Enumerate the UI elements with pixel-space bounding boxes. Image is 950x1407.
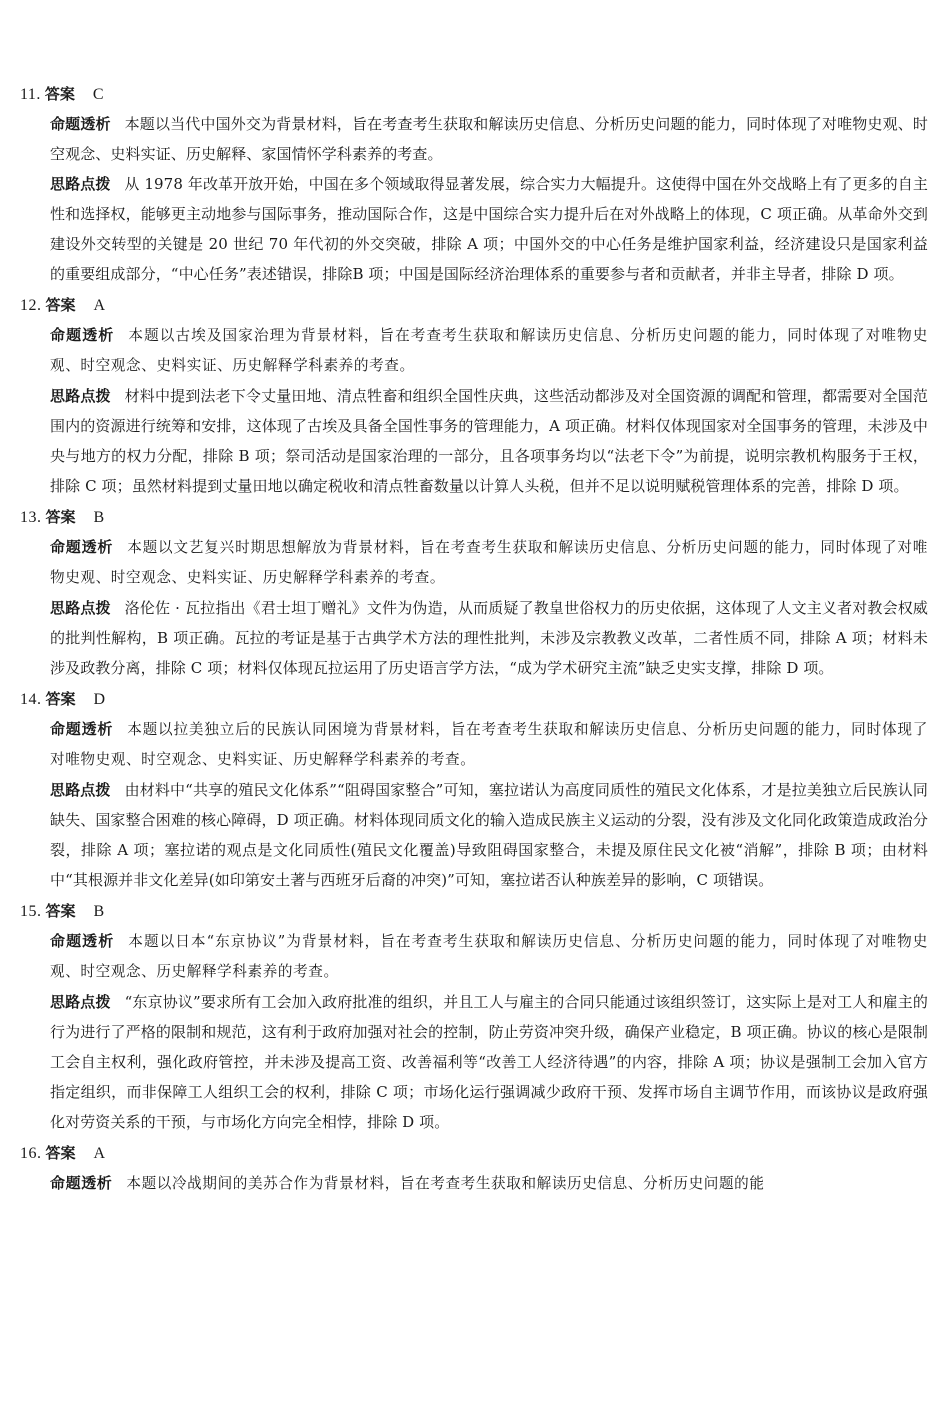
answer-label: 答案: [45, 902, 76, 920]
intent-paragraph: [50, 1168, 928, 1199]
answer-label: 答案: [45, 1144, 76, 1162]
analysis-text: 材料中提到法老下令丈量田地、清点牲畜和组织全国性庆典，这些活动都涉及对全国资源的调配和管理，都需要对全国范围内的资源进行统筹和安排，这体现了古埃及具备全国性事务的管理能力，A 项正确。材料仅体现国家对全国事务的管理，未涉及中央与地方的权力分配，排除 B 项；祭司活动是国家治理的一部分，且各项事务均以“法老下令”为前提，说明宗教机构服务于王权，排除 C 项；虽然材料提到丈量田地以确定税收和清点牲畜数量以计算人头税，但并不足以说明赋税管理体系的完善，排除 D 项。: [50, 387, 928, 495]
intent-text: 本题以文艺复兴时期思想解放为背景材料，旨在考查考生获取和解读历史信息、分析历史问题的能力，同时体现了对唯物史观、时空观念、史料实证、历史解释学科素养的考查。: [50, 539, 928, 586]
answer-label: 答案: [45, 690, 76, 708]
intent-label: 命题透析: [50, 538, 114, 556]
analysis-paragraph: [50, 987, 928, 1137]
question-16: [20, 1138, 928, 1199]
analysis-label: 思路点拨: [50, 175, 111, 193]
answer-value: C: [92, 86, 104, 103]
analysis-label: 思路点拨: [50, 599, 111, 617]
question-number: 11.: [20, 86, 41, 103]
answer-value: D: [93, 691, 106, 708]
intent-label: 命题透析: [50, 932, 115, 950]
analysis-text: 由材料中“共享的殖民文化体系”“阻碍国家整合”可知，塞拉诺认为高度同质性的殖民文化体系，才是拉美独立后民族认同缺失、国家整合困难的核心障碍，D 项正确。材料体现同质文化的输入造成民族主义运动的分裂，没有涉及文化同化政策造成政治分裂，排除 A 项；塞拉诺的观点是文化同质性(殖民文化覆盖)导致阻碍国家整合，未提及原住民文化被“消解”，排除 B 项；由材料中“其根源并非文化差异(如印第安土著与西班牙后裔的冲突)”可知，塞拉诺否认种族差异的影响，C 项错误。: [50, 781, 928, 889]
answer-row: [20, 502, 928, 532]
analysis-text: 从 1978 年改革开放开始，中国在多个领域取得显著发展，综合实力大幅提升。这使得中国在外交战略上有了更多的自主性和选择权，能够更主动地参与国际事务，推动国际合作，这是中国综合实力提升后在对外战略上的体现，C 项正确。从革命外交到建设外交转型的关键是 20 世纪 70 年代初的外交突破，排除 A 项；中国外交的中心任务是维护国家利益，经济建设只是国家利益的重要组成部分，“中心任务”表述错误，排除B 项；中国是国际经济治理体系的重要参与者和贡献者，并非主导者，排除 D 项。: [50, 175, 928, 283]
intent-text: 本题以拉美独立后的民族认同困境为背景材料，旨在考查考生获取和解读历史信息、分析历史问题的能力，同时体现了对唯物史观、时空观念、史料实证、历史解释学科素养的考查。: [50, 721, 928, 768]
answer-label: 答案: [45, 296, 76, 314]
question-11: [20, 79, 928, 289]
answer-label: 答案: [45, 508, 76, 526]
intent-label: 命题透析: [50, 720, 114, 738]
analysis-paragraph: [50, 775, 928, 895]
question-12: [20, 290, 928, 501]
answer-row: [20, 1138, 928, 1168]
question-number: 12.: [20, 297, 42, 314]
question-14: [20, 684, 928, 895]
analysis-text: “东京协议”要求所有工会加入政府批准的组织，并且工人与雇主的合同只能通过该组织签订，这实际上是对工人和雇主的行为进行了严格的限制和规范，这有利于政府加强对社会的控制，防止劳资冲突升级，确保产业稳定，B 项正确。协议的核心是限制工会自主权利，强化政府管控，并未涉及提高工资、改善福利等“改善工人经济待遇”的内容，排除 A 项；协议是强制工会加入官方指定组织，而非保障工人组织工会的权利，排除 C 项；市场化运行强调减少政府干预、发挥市场自主调节作用，而该协议是政府强化对劳资关系的干预，与市场化方向完全相悖，排除 D 项。: [50, 993, 928, 1131]
analysis-paragraph: [50, 381, 928, 501]
intent-paragraph: [50, 532, 928, 593]
question-15: [20, 896, 928, 1137]
answer-row: [20, 290, 928, 320]
answer-row: [20, 79, 928, 109]
question-number: 13.: [20, 509, 42, 526]
question-number: 15.: [20, 903, 42, 920]
question-number: 16.: [20, 1145, 42, 1162]
answer-value: A: [93, 1145, 106, 1162]
answer-row: [20, 896, 928, 926]
analysis-paragraph: [50, 593, 928, 683]
intent-label: 命题透析: [50, 115, 111, 133]
answer-value: B: [93, 509, 105, 526]
intent-label: 命题透析: [50, 1174, 113, 1192]
intent-paragraph: [50, 714, 928, 775]
intent-text: 本题以日本“东京协议”为背景材料，旨在考查考生获取和解读历史信息、分析历史问题的能力，同时体现了对唯物史观、时空观念、历史解释学科素养的考查。: [50, 933, 928, 980]
intent-text: 本题以古埃及国家治理为背景材料，旨在考查考生获取和解读历史信息、分析历史问题的能力，同时体现了对唯物史观、时空观念、史料实证、历史解释学科素养的考查。: [50, 327, 929, 374]
answer-label: 答案: [44, 85, 75, 103]
answer-row: [20, 684, 928, 714]
intent-text: 本题以当代中国外交为背景材料，旨在考查考生获取和解读历史信息、分析历史问题的能力，同时体现了对唯物史观、时空观念、史料实证、历史解释、家国情怀学科素养的考查。: [50, 115, 928, 163]
intent-text: 本题以冷战期间的美苏合作为背景材料，旨在考查考生获取和解读历史信息、分析历史问题的能: [126, 1175, 765, 1192]
intent-paragraph: [50, 320, 928, 381]
answer-value: A: [93, 297, 106, 314]
intent-paragraph: [50, 926, 928, 987]
intent-label: 命题透析: [50, 326, 115, 344]
question-13: [20, 502, 928, 683]
analysis-text: 洛伦佐 · 瓦拉指出《君士坦丁赠礼》文件为伪造，从而质疑了教皇世俗权力的历史依据，这体现了人文主义者对教会权威的批判性解构，B 项正确。瓦拉的考证是基于古典学术方法的理性批判，未涉及宗教教义改革，二者性质不同，排除 A 项；材料未涉及政教分离，排除 C 项；材料仅体现瓦拉运用了历史语言学方法，“成为学术研究主流”缺乏史实支撑，排除 D 项。: [50, 599, 928, 677]
analysis-label: 思路点拨: [50, 387, 111, 405]
intent-paragraph: [50, 109, 928, 169]
question-number: 14.: [20, 691, 42, 708]
analysis-label: 思路点拨: [50, 781, 111, 799]
answer-value: B: [93, 903, 105, 920]
analysis-label: 思路点拨: [50, 993, 111, 1011]
analysis-paragraph: [50, 169, 928, 289]
